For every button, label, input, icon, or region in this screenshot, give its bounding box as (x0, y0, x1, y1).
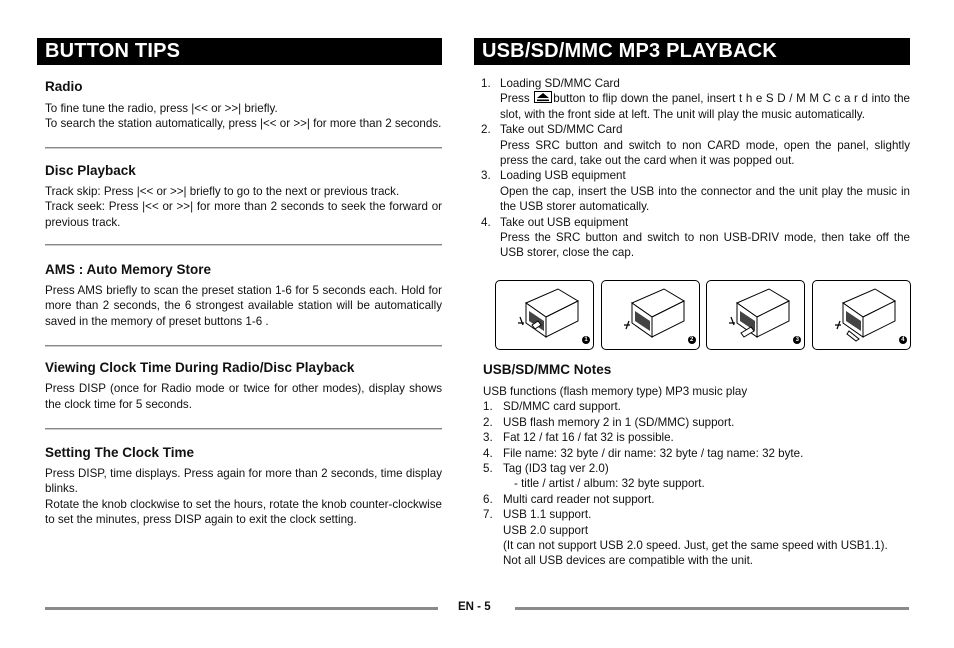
section-text (45, 381, 442, 412)
note-number: 4. (483, 446, 493, 460)
notes-list (483, 399, 910, 568)
playback-steps (474, 76, 910, 261)
section-divider (45, 428, 442, 430)
note-text: USB flash memory 2 in 1 (SD/MMC) support. (503, 415, 735, 429)
card-remove-illustration (602, 281, 699, 349)
note-number: 1. (483, 400, 493, 414)
step-body: Press the SRC button and switch to non USB-DRIV mode, then take off the USB storer, close the cap. (500, 231, 910, 260)
figure-number: 3 (793, 336, 801, 344)
notes-title: USB/SD/MMC Notes (483, 362, 612, 377)
figure-number: 4 (899, 336, 907, 344)
footer-rule-right (515, 607, 909, 610)
note-text: SD/MMC card support. (503, 400, 621, 414)
ams-section (37, 262, 442, 329)
section-text (45, 466, 442, 528)
clock-view-section (37, 360, 442, 412)
note-text: Tag (ID3 tag ver 2.0) (503, 462, 609, 476)
step-number: 3. (481, 169, 491, 183)
section-title: Disc Playback (45, 162, 136, 178)
text-line: Rotate the knob clockwise to set the hours, rotate the knob counter-clockwise to set the minutes, press DISP again to exit the clock setting. (45, 497, 442, 527)
section-title: AMS : Auto Memory Store (45, 262, 212, 278)
note-item (483, 461, 910, 492)
playback-banner: USB/SD/MMC MP3 PLAYBACK (474, 38, 910, 65)
step-text: Press (500, 92, 530, 106)
section-text (45, 184, 442, 230)
text-line: Press DISP, time displays. Press again for more than 2 seconds, time display blinks. (45, 467, 442, 496)
text-line: To fine tune the radio, press |<< or >>| briefly. (45, 102, 278, 115)
section-text (45, 283, 442, 329)
note-text: Not all USB devices are compatible with the unit. (503, 554, 754, 568)
section-divider (45, 244, 442, 246)
usb-insert-illustration (707, 281, 804, 349)
note-item (483, 399, 910, 414)
step-title: Loading USB equipment (500, 169, 626, 183)
step-title: Take out SD/MMC Card (500, 123, 623, 137)
note-text: Fat 12 / fat 16 / fat 32 is possible. (503, 431, 674, 445)
notes-intro: USB functions (flash memory type) MP3 music play (483, 385, 748, 398)
text-line: To search the station automatically, press |<< or >>| for more than 2 seconds. (45, 117, 442, 131)
text-line: Press AMS briefly to scan the preset station 1-6 for 5 seconds each. Hold for more than 2 seconds, the 6 strongest available station will be automatically saved in the memory of preset buttons 1-6 . (45, 284, 442, 328)
illustration-step-3 (706, 280, 805, 350)
step-number: 2. (481, 123, 491, 137)
illustration-step-4 (812, 280, 911, 350)
playback-column (474, 38, 910, 568)
step-title: Take out USB equipment (500, 215, 629, 229)
illustration-row (495, 280, 911, 350)
section-title: Radio (45, 79, 83, 94)
note-text: USB 2.0 support (503, 523, 589, 537)
step-body: Press SRC button and switch to non CARD mode, open the panel, slightly press the card, take out the card when it was popped out. (500, 138, 910, 168)
section-title: Viewing Clock Time During Radio/Disc Playback (45, 360, 355, 376)
text-line: Track skip: Press |<< or >>| briefly to go to the next or previous track. (45, 184, 400, 198)
text-line: Track seek: Press |<< or >>| for more than 2 seconds to seek the forward or previous track. (45, 200, 442, 229)
radio-section (37, 79, 442, 132)
page-number: EN - 5 (458, 601, 491, 613)
notes-section (483, 362, 910, 569)
step-body (500, 91, 910, 122)
note-number: 6. (483, 492, 493, 506)
text-line: Press DISP (once for Radio mode or twice for other modes), display shows the clock time for 5 seconds. (45, 382, 442, 411)
step-text: button to flip down the panel, insert t h e S D / M M C c a r d into the slot, with the front side at left. The unit will play the music automatically. (500, 92, 910, 121)
step-number: 4. (481, 215, 491, 229)
step-number: 1. (481, 77, 491, 90)
note-item (483, 430, 910, 445)
note-number: 7. (483, 508, 493, 522)
card-insert-illustration (496, 281, 593, 349)
step-title: Loading SD/MMC Card (500, 77, 620, 90)
note-number: 5. (483, 462, 493, 476)
section-divider (45, 345, 442, 347)
button-tips-banner: BUTTON TIPS (37, 38, 442, 65)
step-item (474, 168, 910, 214)
figure-number: 1 (582, 336, 590, 344)
button-tips-column (37, 38, 442, 528)
note-text: (It can not support USB 2.0 speed. Just, get the same speed with USB1.1). (503, 539, 888, 553)
clock-setting-section (37, 445, 442, 528)
usb-remove-illustration (813, 281, 910, 349)
step-body: Open the cap, insert the USB into the connector and the unit play the music in the USB storer automatically. (500, 184, 910, 214)
section-text (45, 101, 442, 132)
section-title: Setting The Clock Time (45, 445, 195, 461)
note-text: USB 1.1 support. (503, 508, 592, 522)
illustration-step-2 (601, 280, 700, 350)
figure-number: 2 (688, 336, 696, 344)
footer-rule-left (45, 607, 438, 610)
eject-icon (534, 91, 552, 103)
disc-playback-section (37, 163, 442, 230)
note-subtext: - title / artist / album: 32 byte support. (514, 477, 705, 491)
step-item (474, 76, 910, 122)
note-text: Multi card reader not support. (503, 492, 655, 506)
note-number: 3. (483, 431, 493, 445)
section-divider (45, 147, 442, 149)
step-item (474, 122, 910, 168)
note-item (483, 492, 910, 507)
step-item (474, 215, 910, 261)
note-text: File name: 32 byte / dir name: 32 byte / tag name: 32 byte. (503, 446, 804, 460)
note-item (483, 415, 910, 430)
note-number: 2. (483, 415, 493, 429)
note-item (483, 446, 910, 461)
note-item (483, 507, 910, 569)
illustration-step-1 (495, 280, 594, 350)
